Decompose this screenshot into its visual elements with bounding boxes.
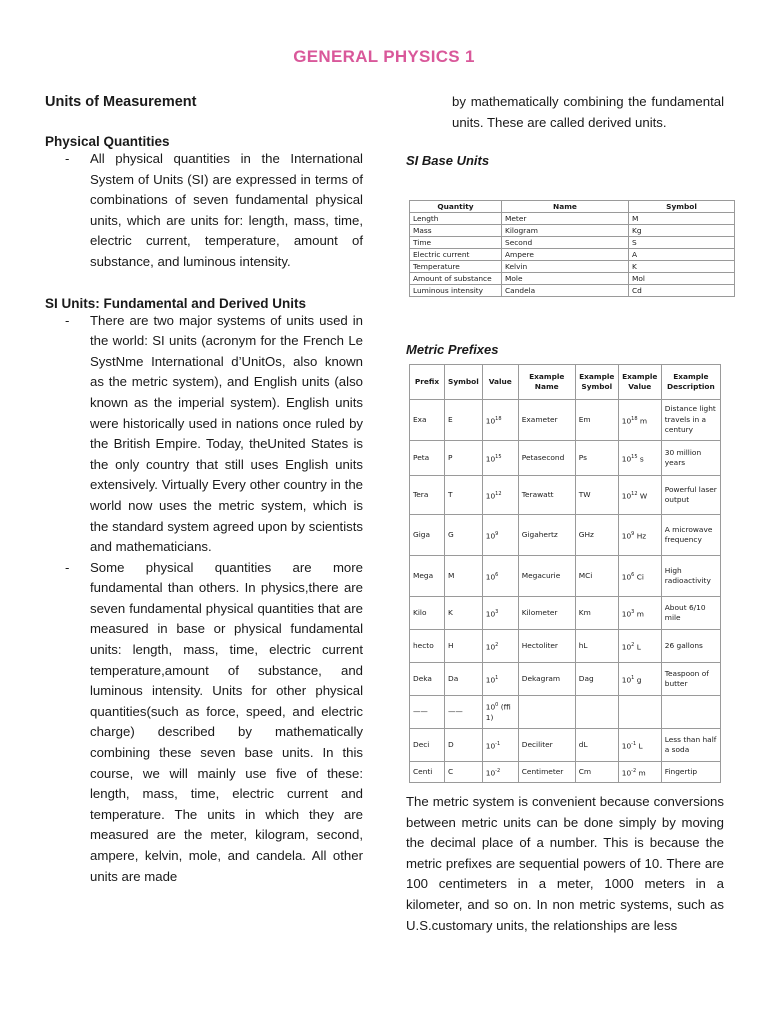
value-base: 10: [485, 608, 496, 618]
page-title: GENERAL PHYSICS 1: [293, 47, 475, 66]
table-row: [410, 762, 721, 783]
cell-prefix: [410, 729, 445, 762]
value-base: 10: [485, 453, 496, 463]
header-symbol: Symbol: [629, 201, 735, 213]
symbol-text: E: [448, 414, 453, 424]
cell-name: Ampere: [502, 249, 629, 261]
cell-example-symbol: [575, 556, 618, 597]
cell-symbol: [445, 556, 483, 597]
cell-name: Mole: [502, 273, 629, 285]
cell-example-name: [518, 441, 575, 476]
header-name: Name: [502, 201, 629, 213]
cell-symbol: K: [629, 261, 735, 273]
example-value-exponent: 18: [631, 415, 638, 422]
cell-example-symbol: [575, 762, 618, 783]
symbol-text: D: [448, 739, 454, 749]
example-value-exponent: 12: [631, 490, 638, 497]
value-base: 10: [485, 702, 496, 712]
value-exponent: 15: [495, 453, 502, 460]
cell-value: [482, 729, 518, 762]
cell-prefix: [410, 597, 445, 630]
table-row: [410, 663, 721, 696]
cell-example-description: [661, 556, 720, 597]
bullet-text: There are two major systems of units used in the world: SI units (acronym for the French Le SystNme International d’UnitOs, also known as the metric system), and English units (also known as the imperial system). English units were historically used in nations once ruled by the British Empire. Today, theUnited States is the only country that still uses English units extensively. Virtually Every other country in the world now uses the metric system, which is the standard system agreed upon by scientists and mathematicians.: [90, 312, 363, 555]
si-base-units-title: SI Base Units: [406, 153, 490, 169]
example-value-exponent: 3: [631, 608, 635, 615]
cell-example-name: [518, 515, 575, 556]
symbol-text: K: [448, 607, 453, 617]
bullet-fundamental-quantities: [45, 558, 363, 888]
example-value-unit: m: [636, 767, 646, 777]
cell-value: [482, 696, 518, 729]
cell-example-description: [661, 762, 720, 783]
cell-quantity: Luminous intensity: [410, 285, 502, 297]
example-symbol-text: MCi: [578, 570, 593, 580]
value-base: 10: [485, 490, 496, 500]
value-base: 10: [485, 674, 496, 684]
example-name-text: Gigahertz: [521, 529, 558, 539]
cell-example-symbol: [575, 696, 618, 729]
prefix-text: Tera: [413, 489, 429, 499]
example-value-base: 10: [621, 608, 632, 618]
cell-symbol: [445, 729, 483, 762]
metric-prefixes-title: Metric Prefixes: [406, 342, 499, 357]
header-prefix: Prefix: [410, 365, 445, 400]
cell-symbol: Cd: [629, 285, 735, 297]
cell-value: [482, 400, 518, 441]
value-base: 10: [485, 571, 496, 581]
prefix-text: Giga: [413, 529, 431, 539]
symbol-text: C: [448, 766, 454, 776]
example-value-exponent: 9: [631, 530, 635, 537]
example-value-exponent: 1: [631, 674, 635, 681]
example-description-text: About 6/10 mile: [664, 602, 706, 622]
cell-example-value: [618, 515, 661, 556]
cell-example-description: [661, 696, 720, 729]
prefix-text: Deka: [413, 673, 432, 683]
cell-prefix: [410, 515, 445, 556]
table-row: [410, 213, 735, 225]
cell-symbol: [445, 441, 483, 476]
example-value-exponent: 15: [631, 453, 638, 460]
value-exponent: -1: [495, 740, 501, 747]
bullet-si-systems: [45, 311, 363, 558]
example-symbol-text: Km: [578, 607, 591, 617]
cell-example-name: [518, 762, 575, 783]
example-value-base: 10: [621, 415, 632, 425]
example-value-exponent: -1: [631, 740, 637, 747]
value-base: 10: [485, 767, 496, 777]
example-value-unit: W: [637, 490, 648, 500]
cell-value: [482, 597, 518, 630]
cell-symbol: M: [629, 213, 735, 225]
example-name-text: Dekagram: [521, 673, 561, 683]
cell-symbol: [445, 476, 483, 515]
cell-value: [482, 663, 518, 696]
header-example-description: Example Description: [661, 365, 720, 400]
cell-symbol: [445, 597, 483, 630]
cell-value: [482, 476, 518, 515]
table-row: [410, 597, 721, 630]
cell-quantity: Mass: [410, 225, 502, 237]
cell-prefix: [410, 663, 445, 696]
example-description-text: 30 million years: [664, 447, 702, 467]
subheading-si-units: SI Units: Fundamental and Derived Units: [45, 295, 307, 311]
cell-example-description: [661, 515, 720, 556]
cell-symbol: [445, 400, 483, 441]
cell-example-symbol: [575, 441, 618, 476]
header-symbol: Symbol: [445, 365, 483, 400]
cell-example-symbol: [575, 729, 618, 762]
example-symbol-text: Cm: [578, 766, 592, 776]
cell-symbol: [445, 515, 483, 556]
value-base: 10: [485, 740, 496, 750]
table-row: [410, 400, 721, 441]
prefix-text: Exa: [413, 414, 427, 424]
cell-example-name: [518, 696, 575, 729]
example-value-base: 10: [621, 740, 632, 750]
prefix-text: Peta: [413, 452, 430, 462]
prefix-text: Mega: [413, 570, 434, 580]
example-symbol-text: hL: [578, 640, 588, 650]
cell-value: [482, 762, 518, 783]
cell-quantity: Time: [410, 237, 502, 249]
example-description-text: High radioactivity: [664, 565, 711, 585]
example-description-text: Teaspoon of butter: [664, 668, 709, 688]
example-value-unit: L: [634, 641, 641, 651]
example-description-text: Less than half a soda: [664, 734, 717, 754]
cell-example-description: [661, 597, 720, 630]
header-quantity: Quantity: [410, 201, 502, 213]
prefix-text: Kilo: [413, 607, 427, 617]
example-value-base: 10: [621, 767, 632, 777]
cell-example-description: [661, 630, 720, 663]
value-exponent: 12: [495, 490, 502, 497]
bullet-dash: -: [65, 151, 70, 166]
table-row: [410, 285, 735, 297]
example-value-unit: g: [634, 674, 642, 684]
continuation-text: by mathematically combining the fundamental units. These are called derived units.: [452, 94, 724, 130]
header-example-symbol: Example Symbol: [575, 365, 618, 400]
cell-prefix: [410, 556, 445, 597]
example-name-text: Megacurie: [521, 570, 561, 580]
table-row: [410, 630, 721, 663]
example-name-text: Petasecond: [521, 452, 565, 462]
example-name-text: Exameter: [521, 414, 558, 424]
cell-name: Candela: [502, 285, 629, 297]
value-extra: (ffi 1): [485, 702, 511, 723]
cell-example-value: [618, 696, 661, 729]
subheading-physical-quantities: Physical Quantities: [45, 134, 170, 149]
table-header-row: [410, 365, 721, 400]
cell-example-value: [618, 556, 661, 597]
table-row: [410, 249, 735, 261]
table-row: [410, 696, 721, 729]
value-base: 10: [485, 530, 496, 540]
value-exponent: -2: [495, 767, 501, 774]
value-exponent: 18: [495, 415, 502, 422]
cell-example-name: [518, 476, 575, 515]
cell-name: Kelvin: [502, 261, 629, 273]
value-exponent: 0: [495, 702, 499, 709]
example-description-text: Distance light travels in a century: [664, 404, 716, 435]
example-symbol-text: dL: [578, 739, 588, 749]
bullet-text: Some physical quantities are more fundamental than others. In physics,there are seven fundamental physical quantities that are measured in base or physical fundamental units: length, mass, time, electric current temperature,amount of substance, and luminous intensity. Units for other physical quantities(such as force, speed, and electric charge) described by mathematically combining these seven base units. In this course, we will mainly use five of these: length, mass, time, electric current and temperature. The units in which they are measured are the meter, kilogram, second, ampere, kelvin, mole, and candela. All other units are made: [90, 559, 363, 884]
table-row: [410, 515, 721, 556]
prefix-text: ——: [413, 706, 428, 716]
symbol-text: T: [448, 489, 453, 499]
table-row: [410, 225, 735, 237]
cell-example-name: [518, 597, 575, 630]
cell-example-value: [618, 663, 661, 696]
header-example-value: Example Value: [618, 365, 661, 400]
si-base-units-table: [409, 200, 735, 297]
cell-symbol: Kg: [629, 225, 735, 237]
symbol-text: H: [448, 640, 454, 650]
value-base: 10: [485, 415, 496, 425]
symbol-text: ——: [448, 706, 463, 716]
symbol-text: M: [448, 570, 455, 580]
example-symbol-text: Ps: [578, 452, 587, 462]
cell-prefix: [410, 476, 445, 515]
cell-value: [482, 515, 518, 556]
metric-prefixes-table: [409, 364, 721, 783]
example-value-unit: L: [636, 740, 643, 750]
section-heading-units: Units of Measurement: [45, 94, 197, 110]
cell-quantity: Amount of substance: [410, 273, 502, 285]
cell-example-name: [518, 556, 575, 597]
example-value-exponent: 6: [631, 571, 635, 578]
example-value-base: 10: [621, 490, 632, 500]
example-symbol-text: TW: [578, 489, 591, 499]
cell-example-description: [661, 476, 720, 515]
bullet-dash: -: [65, 312, 70, 328]
cell-example-value: [618, 762, 661, 783]
cell-example-name: [518, 630, 575, 663]
cell-example-description: [661, 441, 720, 476]
cell-example-description: [661, 663, 720, 696]
cell-symbol: [445, 663, 483, 696]
example-value-unit: m: [637, 415, 648, 425]
example-name-text: Terawatt: [521, 489, 554, 499]
cell-name: Second: [502, 237, 629, 249]
example-symbol-text: Em: [578, 414, 591, 424]
cell-quantity: Length: [410, 213, 502, 225]
cell-value: [482, 630, 518, 663]
symbol-text: P: [448, 452, 453, 462]
value-exponent: 2: [495, 641, 499, 648]
example-value-base: 10: [621, 674, 632, 684]
example-name-text: Centimeter: [521, 766, 564, 776]
example-name-text: Hectoliter: [521, 640, 558, 650]
symbol-text: G: [448, 529, 454, 539]
cell-symbol: A: [629, 249, 735, 261]
example-name-text: Deciliter: [521, 739, 553, 749]
table-row: [410, 476, 721, 515]
cell-symbol: [445, 630, 483, 663]
example-value-exponent: -2: [631, 767, 637, 774]
symbol-text: Da: [448, 673, 459, 683]
cell-example-symbol: [575, 476, 618, 515]
table-row: [410, 237, 735, 249]
bullet-dash: -: [65, 559, 70, 575]
cell-example-value: [618, 476, 661, 515]
example-value-unit: m: [634, 608, 644, 618]
cell-symbol: S: [629, 237, 735, 249]
cell-example-description: [661, 400, 720, 441]
value-exponent: 3: [495, 608, 499, 615]
cell-name: Meter: [502, 213, 629, 225]
cell-example-value: [618, 630, 661, 663]
cell-example-value: [618, 597, 661, 630]
cell-example-name: [518, 400, 575, 441]
example-description-text: Powerful laser output: [664, 484, 717, 504]
value-base: 10: [485, 641, 496, 651]
table-row: [410, 441, 721, 476]
example-value-exponent: 2: [631, 641, 635, 648]
cell-prefix: [410, 400, 445, 441]
cell-prefix: [410, 630, 445, 663]
cell-example-symbol: [575, 597, 618, 630]
cell-example-name: [518, 663, 575, 696]
example-symbol-text: Dag: [578, 673, 594, 683]
cell-value: [482, 441, 518, 476]
cell-example-symbol: [575, 400, 618, 441]
value-exponent: 6: [495, 571, 499, 578]
table-row: [410, 729, 721, 762]
table-row: [410, 261, 735, 273]
left-column: [45, 92, 363, 887]
header-example-name: Example Name: [518, 365, 575, 400]
example-value-base: 10: [621, 641, 632, 651]
example-symbol-text: GHz: [578, 529, 594, 539]
example-value-base: 10: [621, 453, 632, 463]
example-value-unit: s: [637, 453, 644, 463]
example-description-text: A microwave frequency: [664, 524, 713, 544]
cell-example-description: [661, 729, 720, 762]
example-name-text: Kilometer: [521, 607, 558, 617]
bullet-physical-quantities: [45, 149, 363, 273]
cell-quantity: Temperature: [410, 261, 502, 273]
table-row: [410, 556, 721, 597]
table-row: [410, 273, 735, 285]
table-header-row: [410, 201, 735, 213]
example-description-text: 26 gallons: [664, 640, 703, 650]
cell-symbol: [445, 696, 483, 729]
cell-example-value: [618, 400, 661, 441]
cell-example-symbol: [575, 630, 618, 663]
example-value-base: 10: [621, 571, 632, 581]
cell-prefix: [410, 762, 445, 783]
cell-example-name: [518, 729, 575, 762]
value-exponent: 1: [495, 674, 499, 681]
cell-value: [482, 556, 518, 597]
prefix-text: Centi: [413, 766, 433, 776]
cell-prefix: [410, 441, 445, 476]
cell-name: Kilogram: [502, 225, 629, 237]
right-column: [406, 92, 724, 168]
bullet-text: All physical quantities in the International System of Units (SI) are expressed in terms of combinations of seven fundamental physical units, which are units for: length, mass, time, electric current, temperature, amount of substance, and luminous intensity.: [90, 151, 363, 269]
cell-example-symbol: [575, 663, 618, 696]
cell-symbol: [445, 762, 483, 783]
example-value-unit: Hz: [634, 530, 647, 540]
cell-example-symbol: [575, 515, 618, 556]
example-description-text: Fingertip: [664, 766, 698, 776]
value-exponent: 9: [495, 530, 499, 537]
cell-example-value: [618, 729, 661, 762]
cell-symbol: Mol: [629, 273, 735, 285]
cell-prefix: [410, 696, 445, 729]
metric-system-paragraph: The metric system is convenient because conversions between metric units can be done simply by moving the decimal place of a number. This is because the metric prefixes are sequential powers of 10. There are 100 centimeters in a meter, 1000 meters in a kilometer, and so on. In non metric systems, such as U.S.customary units, the relationships are less: [406, 794, 724, 933]
prefix-text: hecto: [413, 640, 434, 650]
prefix-text: Deci: [413, 739, 430, 749]
cell-quantity: Electric current: [410, 249, 502, 261]
example-value-unit: Ci: [634, 571, 644, 581]
header-value: Value: [482, 365, 518, 400]
example-value-base: 10: [621, 530, 632, 540]
cell-example-value: [618, 441, 661, 476]
